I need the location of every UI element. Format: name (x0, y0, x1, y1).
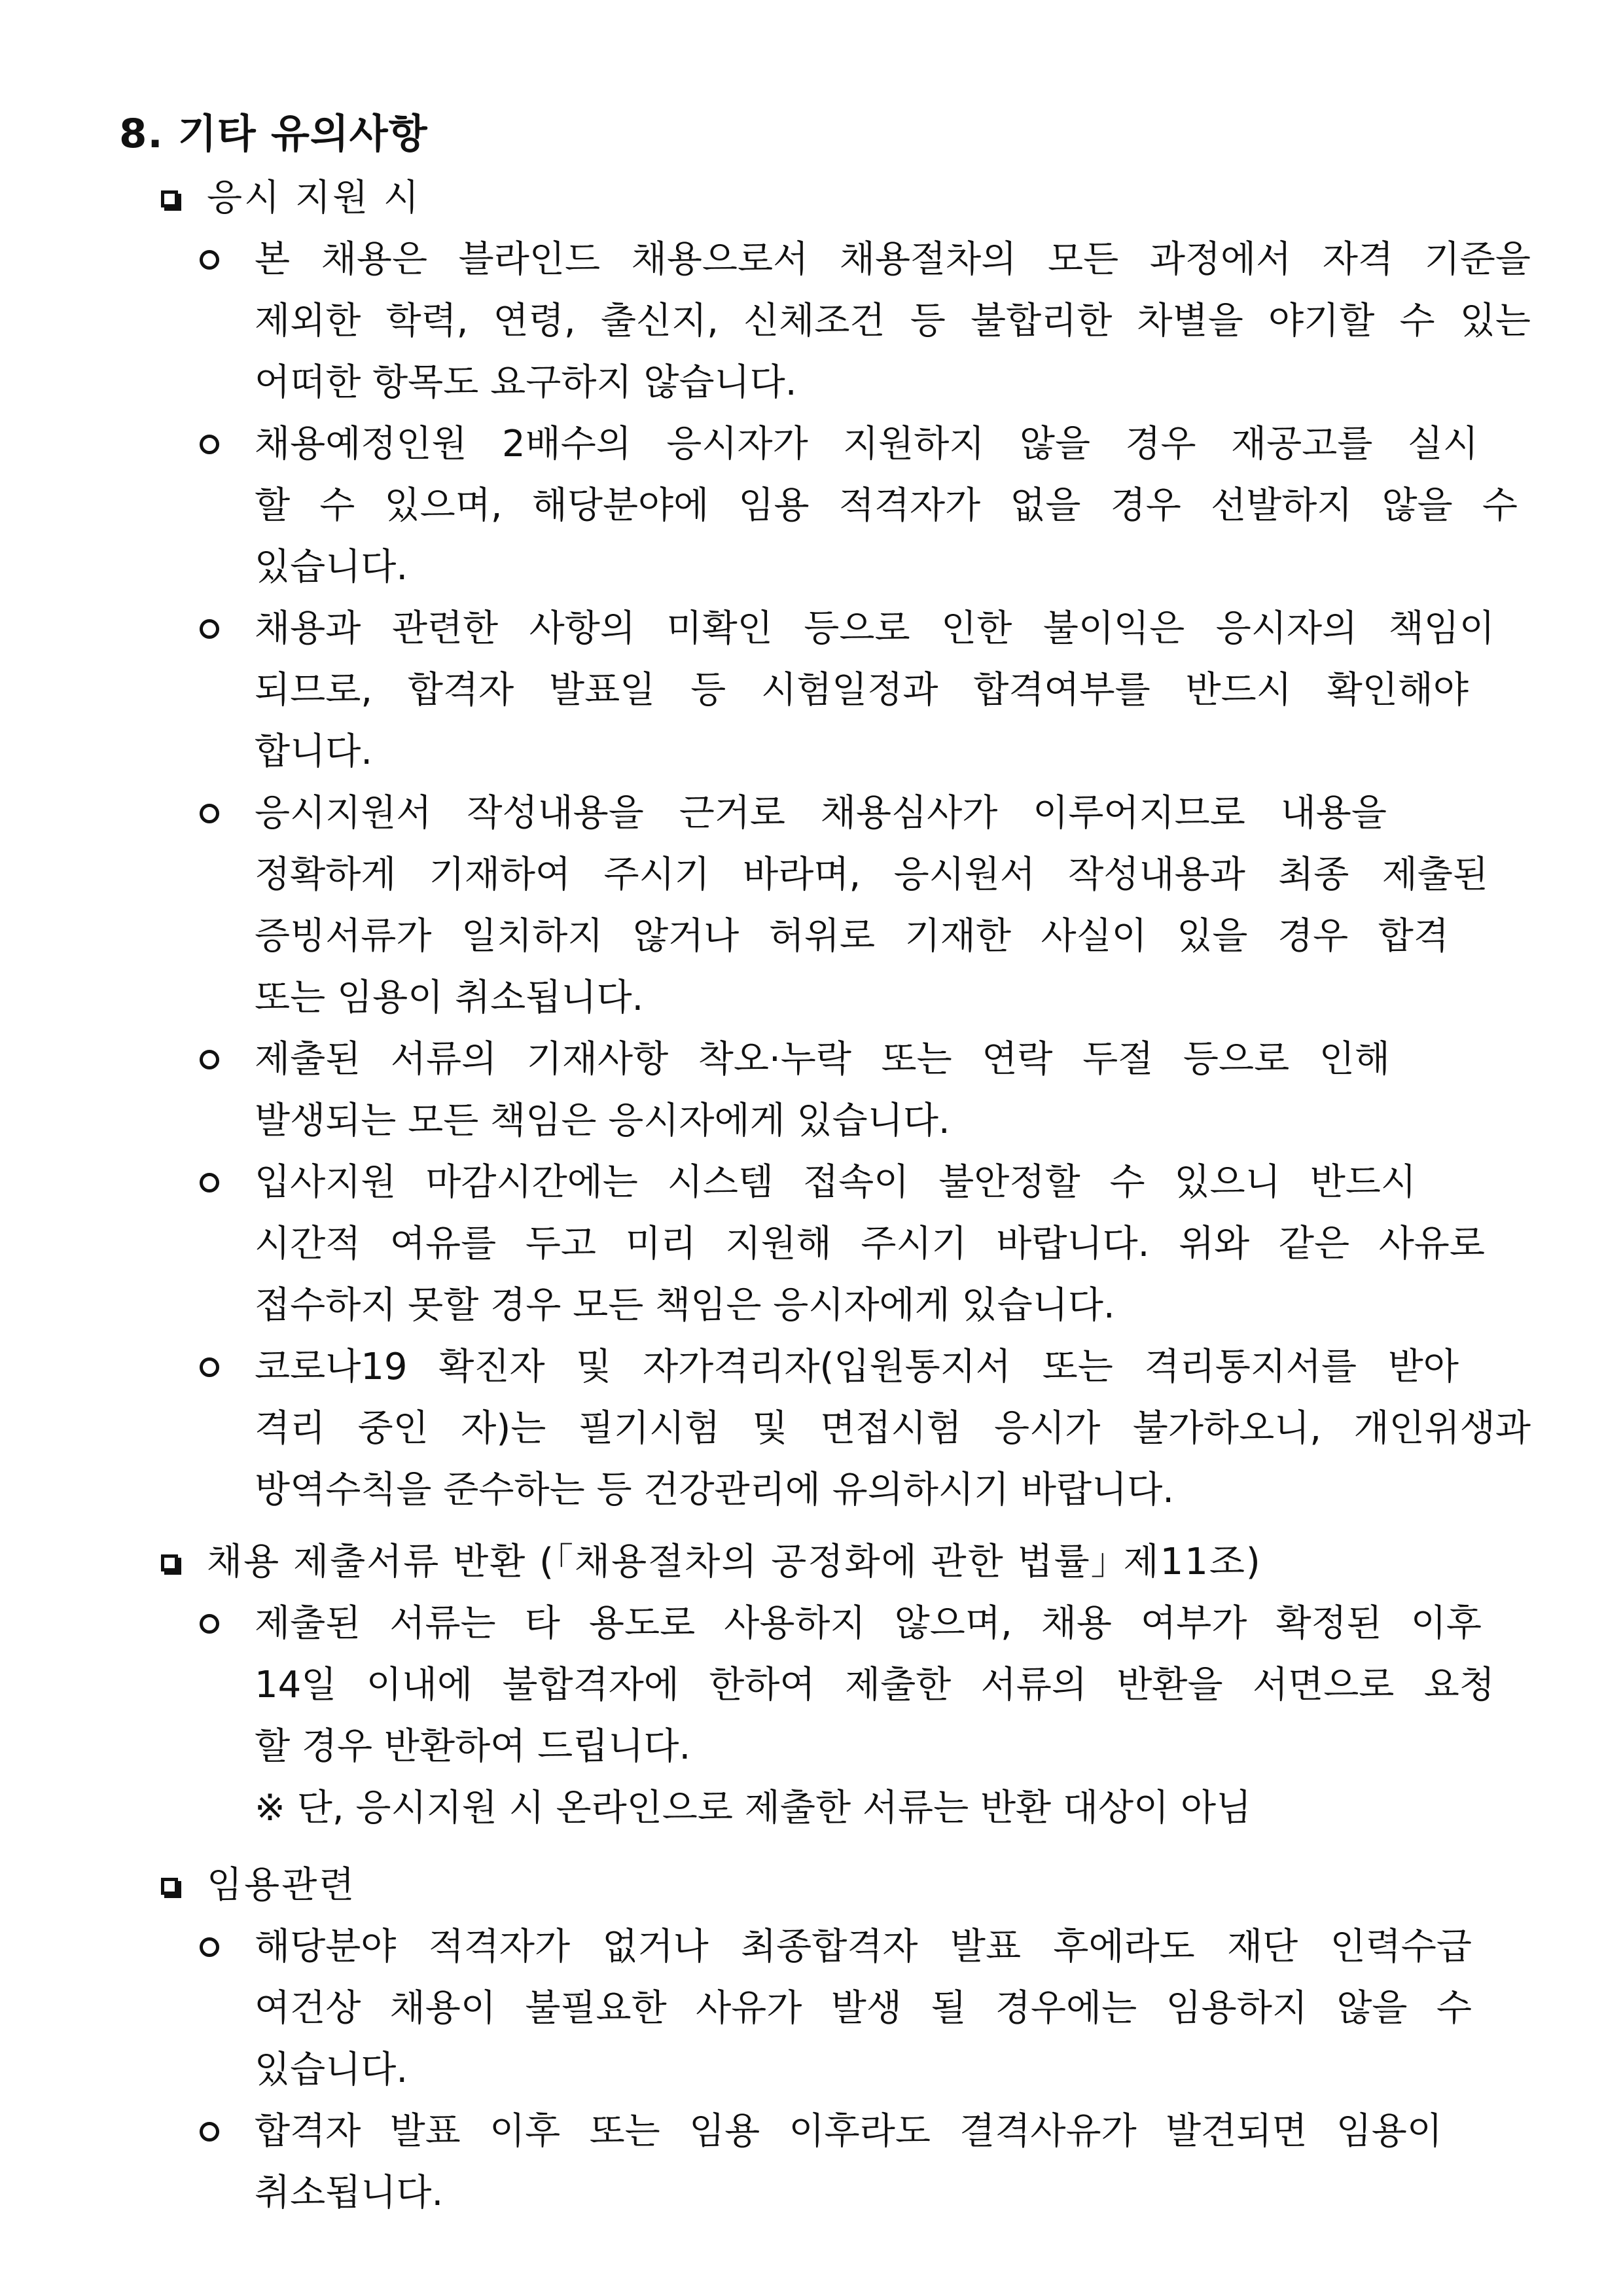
item-line: 제출된 서류는 타 용도로 사용하지 않으며, 채용 여부가 확정된 이후 (255, 1602, 1482, 1645)
item-line: 채용예정인원 2배수의 응시자가 지원하지 않을 경우 재공고를 실시 (255, 423, 1478, 465)
square-bullet-icon (161, 1554, 178, 1571)
circle-bullet-icon (200, 1173, 219, 1193)
circle-bullet-icon (200, 1357, 219, 1377)
circle-bullet-icon (200, 2122, 219, 2142)
item-line: 합니다. (255, 730, 373, 773)
item-line: 14일 이내에 불합격자에 한하여 제출한 서류의 반환을 서면으로 요청 (255, 1664, 1495, 1706)
circle-bullet-icon (200, 1937, 219, 1957)
item-line: 발생되는 모든 책임은 응시자에게 있습니다. (255, 1100, 950, 1142)
item-line: 어떠한 항목도 요구하지 않습니다. (255, 361, 797, 404)
item-line: 격리 중인 자)는 필기시험 및 면접시험 응시가 불가하오니, 개인위생과 (255, 1407, 1531, 1450)
item-line: 방역수칙을 준수하는 등 건강관리에 유의하시기 바랍니다. (255, 1469, 1175, 1511)
item-line: 정확하게 기재하여 주시기 바라며, 응시원서 작성내용과 최종 제출된 (255, 853, 1488, 896)
circle-bullet-icon (200, 435, 219, 454)
item-note: ※ 단, 응시지원 시 온라인으로 제출한 서류는 반환 대상이 아님 (255, 1787, 1252, 1829)
circle-bullet-icon (200, 250, 219, 270)
circle-bullet-icon (200, 804, 219, 823)
circle-bullet-icon (200, 1614, 219, 1634)
circle-bullet-icon (200, 619, 219, 639)
item-line: 합격자 발표 이후 또는 임용 이후라도 결격사유가 발견되면 임용이 (255, 2110, 1442, 2153)
item-line: 제외한 학력, 연령, 출신지, 신체조건 등 불합리한 차별을 야기할 수 있는 (255, 300, 1531, 342)
item-line: 제출된 서류의 기재사항 착오·누락 또는 연락 두절 등으로 인해 (255, 1038, 1390, 1081)
circle-bullet-icon (200, 1050, 219, 1069)
square-bullet-icon (161, 1878, 178, 1895)
item-line: 시간적 여유를 두고 미리 지원해 주시기 바랍니다. 위와 같은 사유로 (255, 1223, 1485, 1265)
item-line: 할 경우 반환하여 드립니다. (255, 1725, 691, 1768)
group-heading-document-return (161, 1532, 1262, 1593)
item-line: 있습니다. (255, 2049, 408, 2091)
section-heading: 8. 기타 유의사항 (119, 111, 428, 157)
item-line: 또는 임용이 취소됩니다. (255, 977, 644, 1019)
item-line: 취소됩니다. (255, 2172, 444, 2214)
item-line: 여건상 채용이 불필요한 사유가 발생 될 경우에는 임용하지 않을 수 (255, 1987, 1472, 2030)
item-line: 채용과 관련한 사항의 미확인 등으로 인한 불이익은 응시자의 책임이 (255, 607, 1495, 650)
group-title: 임용관련 (207, 1864, 357, 1907)
item-line: 코로나19 확진자 및 자가격리자(입원통지서 또는 격리통지서를 받아 (255, 1346, 1459, 1388)
group-heading-appointment (161, 1855, 356, 1916)
group-heading-application (161, 168, 421, 229)
item-line: 증빙서류가 일치하지 않거나 허위로 기재한 사실이 있을 경우 합격 (255, 915, 1449, 958)
group-title: 응시 지원 시 (207, 177, 421, 219)
item-line: 접수하지 못할 경우 모든 책임은 응시자에게 있습니다. (255, 1284, 1115, 1327)
item-line: 되므로, 합격자 발표일 등 시험일정과 합격여부를 반드시 확인해야 (255, 669, 1469, 711)
item-line: 응시지원서 작성내용을 근거로 채용심사가 이루어지므로 내용을 (255, 792, 1387, 834)
item-line: 할 수 있으며, 해당분야에 임용 적격자가 없을 경우 선발하지 않을 수 (255, 484, 1518, 527)
item-line: 있습니다. (255, 546, 408, 588)
item-line: 해당분야 적격자가 없거나 최종합격자 발표 후에라도 재단 인력수급 (255, 1926, 1472, 1968)
item-line: 입사지원 마감시간에는 시스템 접속이 불안정할 수 있으니 반드시 (255, 1161, 1416, 1204)
group-title: 채용 제출서류 반환 (｢채용절차의 공정화에 관한 법률｣ 제11조) (207, 1541, 1262, 1583)
item-line: 본 채용은 블라인드 채용으로서 채용절차의 모든 과정에서 자격 기준을 (255, 238, 1531, 281)
square-bullet-icon (161, 190, 178, 207)
